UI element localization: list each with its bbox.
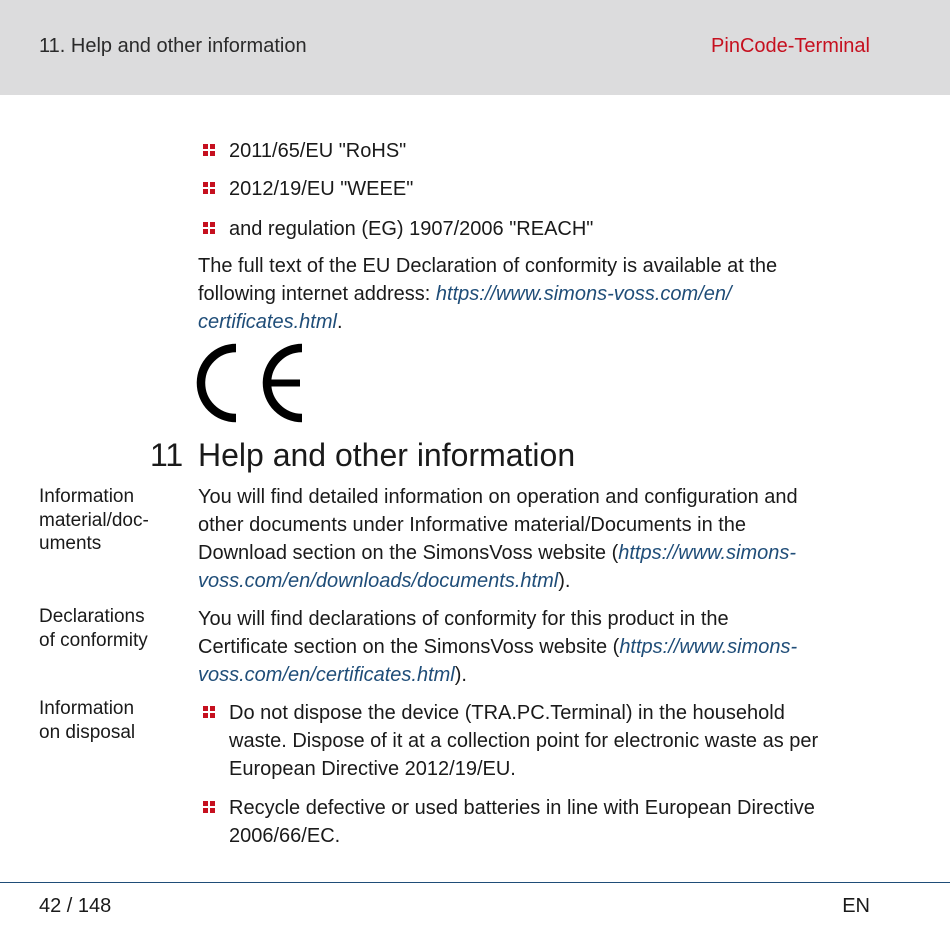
- ce-mark-icon: [196, 343, 308, 423]
- paragraph-line: You will find declarations of conformity for this product in the: [198, 608, 729, 630]
- paragraph-text: Certificate section on the SimonsVoss website (: [198, 636, 620, 658]
- declaration-line: [198, 280, 863, 308]
- directive-item: and regulation (EG) 1907/2006 "REACH": [229, 218, 594, 240]
- paragraph-suffix: ).: [558, 570, 571, 592]
- downloads-link[interactable]: https://www.simons-: [618, 542, 797, 564]
- label-line: Information: [39, 698, 135, 719]
- certificate-section-link[interactable]: https://www.simons-: [619, 636, 798, 658]
- header-product-name: PinCode-Terminal: [711, 35, 870, 57]
- bullet-icon: [203, 801, 216, 814]
- declarations-paragraph: [198, 605, 863, 689]
- header-chapter-title: 11. Help and other information: [39, 35, 307, 57]
- paragraph-line: You will find detailed information on operation and configuration and: [198, 486, 798, 508]
- bullet-icon: [203, 706, 216, 719]
- chapter-number: 11: [150, 437, 184, 473]
- bullet-line: Recycle defective or used batteries in line with European Directive: [229, 797, 815, 819]
- downloads-link-continued[interactable]: voss.com/en/downloads/documents.html: [198, 570, 559, 592]
- page-number: 42 / 148: [39, 895, 112, 917]
- paragraph-line: [198, 661, 863, 689]
- section-label-disposal: [39, 697, 179, 744]
- bullet-line: 2006/66/EC.: [229, 825, 341, 847]
- declaration-line: [198, 308, 863, 336]
- bullet-icon: [203, 144, 216, 157]
- bullet-line: waste. Dispose of it at a collection point for electronic waste as per: [229, 730, 819, 752]
- paragraph-line: [198, 567, 863, 595]
- footer-divider: [0, 882, 950, 883]
- declaration-paragraph: [198, 252, 863, 336]
- label-line: Declarations: [39, 606, 145, 627]
- paragraph-text: Download section on the SimonsVoss website (: [198, 542, 619, 564]
- paragraph-line: [198, 539, 863, 567]
- bullet-icon: [203, 222, 216, 235]
- paragraph-line: [198, 633, 863, 661]
- chapter-title: Help and other information: [198, 437, 576, 473]
- section-label-declarations: [39, 605, 179, 652]
- declaration-text: following internet address:: [198, 283, 436, 305]
- info-material-paragraph: [198, 483, 863, 595]
- disposal-item: [229, 794, 859, 850]
- bullet-icon: [203, 182, 216, 195]
- section-label-info-material: [39, 485, 179, 556]
- label-line: of conformity: [39, 629, 148, 651]
- bullet-line: European Directive 2012/19/EU.: [229, 758, 516, 780]
- certificate-section-link-continued[interactable]: voss.com/en/certificates.html: [198, 664, 455, 686]
- bullet-line: Do not dispose the device (TRA.PC.Terminal) in the household: [229, 702, 785, 724]
- paragraph-suffix: ).: [454, 664, 467, 686]
- paragraph-line: other documents under Informative material/Documents in the: [198, 514, 747, 536]
- label-line: uments: [39, 533, 102, 554]
- declaration-line: The full text of the EU Declaration of conformity is available at the: [198, 255, 778, 277]
- disposal-item: [229, 699, 859, 783]
- page-header: [0, 0, 950, 95]
- directive-item: 2011/65/EU "RoHS": [229, 140, 407, 162]
- language-code: EN: [842, 895, 870, 917]
- directive-item: 2012/19/EU "WEEE": [229, 178, 414, 200]
- label-line: on disposal: [39, 721, 136, 743]
- certificates-link[interactable]: https://www.simons-voss.com/en/: [435, 283, 732, 305]
- label-line: Information: [39, 486, 135, 507]
- label-line: material/doc-: [39, 509, 149, 531]
- certificates-link-continued[interactable]: certificates.html: [198, 311, 337, 333]
- declaration-suffix: .: [336, 311, 343, 333]
